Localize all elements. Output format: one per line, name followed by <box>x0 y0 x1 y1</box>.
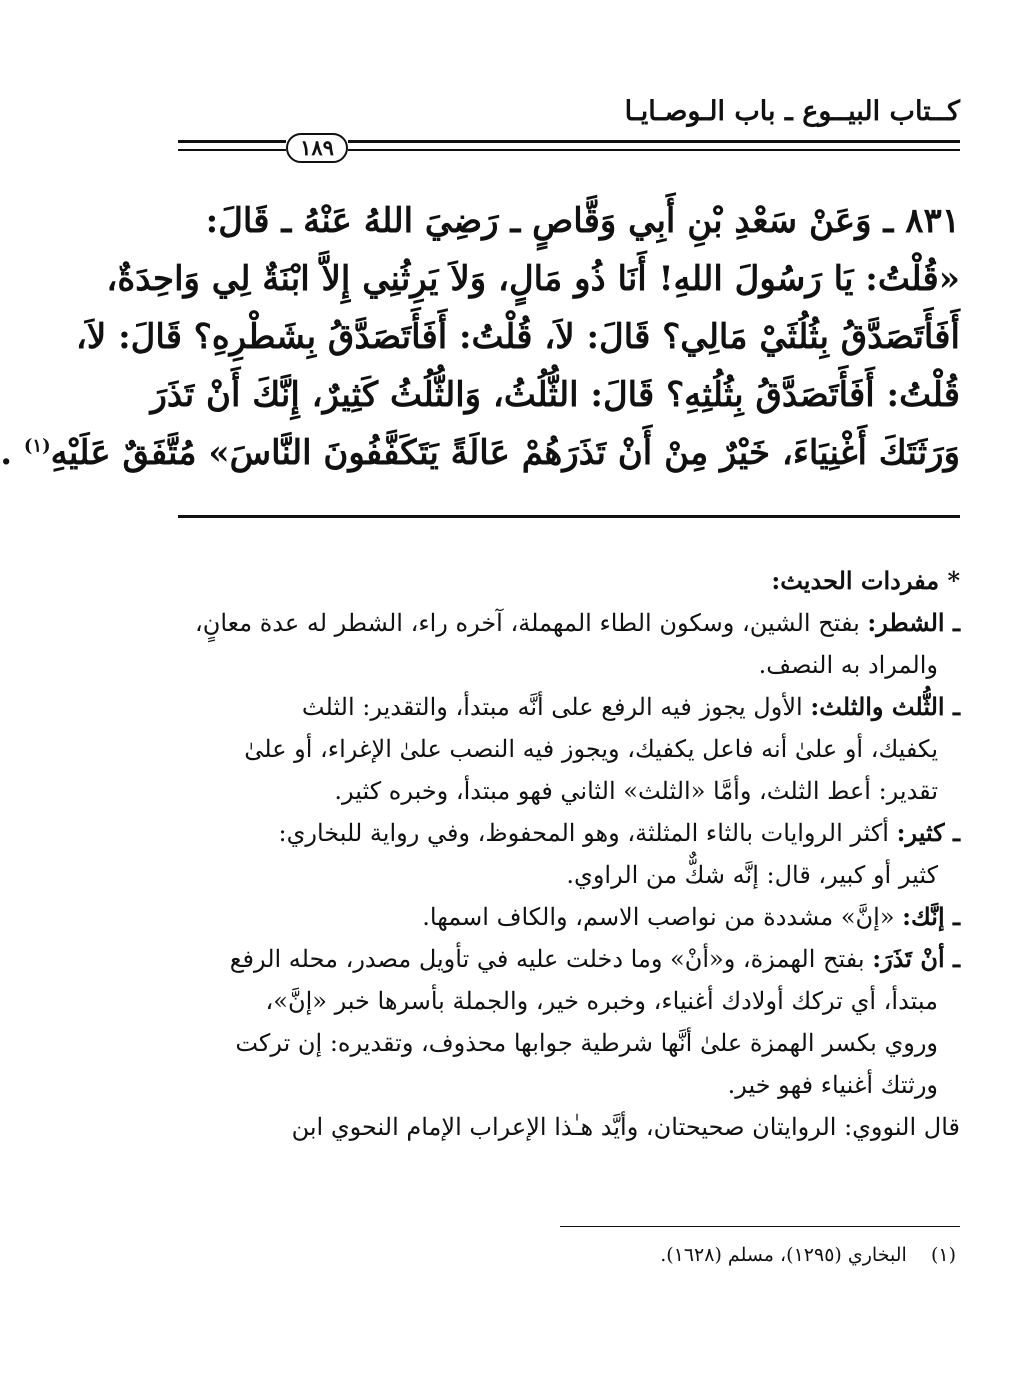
vocabulary-section <box>178 560 960 1148</box>
vocab-continuation: والمراد به النصف. <box>758 651 938 679</box>
vocab-continuation: تقدير: أعط الثلث، وأمَّا «الثلث» الثاني فهو مبتدأ، وخبره كثير. <box>334 777 938 805</box>
vocab-term: ـ إنَّك: <box>902 902 960 931</box>
vocab-term: ـ أنْ تَذَرَ: <box>872 944 960 973</box>
vocab-entry: ـ كثير: أكثر الروايات بالثاء المثلثة، وهو المحفوظ، وفي رواية للبخاري: <box>278 818 960 847</box>
footnote-divider <box>560 1226 960 1227</box>
vocab-continuation: يكفيك، أو علىٰ أنه فاعل يكفيك، ويجوز فيه النصب علىٰ الإغراء، أو علىٰ <box>244 735 938 763</box>
footnote-number: (١) <box>930 1244 956 1266</box>
vocab-term: ـ كثير: <box>896 818 960 847</box>
running-title: كــتاب البيــوع ـ باب الـوصـايـا <box>624 96 960 127</box>
vocab-continuation: ورثتك أغنياء فهو خير. <box>727 1071 938 1099</box>
vocab-term: ـ الشطر: <box>867 608 960 637</box>
vocab-continuation: وروي بكسر الهمزة علىٰ أنَّها شرطية جوابها محذوف، وتقديره: إن تركت <box>235 1029 938 1057</box>
page-number: ١٨٩ <box>286 133 348 163</box>
closing-paragraph: قال النووي: الروايتان صحيحتان، وأيَّد هـٰذا الإعراب الإمام النحوي ابن <box>291 1113 960 1141</box>
vocab-entry: ـ إنَّك: «إنَّ» مشددة من نواصب الاسم، والكاف اسمها. <box>422 902 960 931</box>
footnote-text: البخاري (١٢٩٥)، مسلم (١٦٢٨). <box>660 1244 907 1266</box>
header-rule-right <box>348 140 960 151</box>
header-rule-left <box>178 140 286 151</box>
hadith-line: وَرَثَتَكَ أَغْنِيَاءَ، خَيْرٌ مِنْ أَنْ تَذَرَهُمْ عَالَةً يَتَكَفَّفُونَ النَّاسَ» مُتَّفَقٌ عَلَيْهِ$^{(١)}$ . <box>0 433 960 473</box>
vocab-entry: ـ أنْ تَذَرَ: بفتح الهمزة، و«أنْ» وما دخلت عليه في تأويل مصدر، محله الرفع <box>229 944 960 973</box>
vocab-entry: ـ الشطر: بفتح الشين، وسكون الطاء المهملة، آخره راء، الشطر له عدة معانٍ، <box>194 608 960 637</box>
hadith-number: ٨٣١ <box>905 201 960 241</box>
header-rule <box>178 133 960 163</box>
hadith-line: «قُلْتُ: يَا رَسُولَ اللهِ! أَنَا ذُو مَالٍ، وَلاَ يَرِثُنِي إِلاَّ ابْنَةٌ لِي وَاحِدَةٌ، <box>106 259 960 299</box>
footnote <box>660 1240 956 1270</box>
vocab-continuation: كثير أو كبير، قال: إنَّه شكٌّ من الراوي. <box>566 861 938 889</box>
vocab-term: ـ الثُّلث والثلث: <box>810 692 960 721</box>
vocab-continuation: مبتدأ، أي تركك أولادك أغنياء، وخبره خير، والجملة بأسرها خبر «إنَّ»، <box>265 987 938 1015</box>
section-heading: * مفردات الحديث: <box>771 566 960 595</box>
vocab-entry: ـ الثُّلث والثلث: الأول يجوز فيه الرفع على أنَّه مبتدأ، والتقدير: الثلث <box>301 692 960 721</box>
hadith-line: أَفَأَتَصَدَّقُ بِثُلُثَيْ مَالِي؟ قَالَ: لاَ، قُلْتُ: أَفَأَتَصَدَّقُ بِشَطْرِهِ؟ قَالَ: لاَ، <box>75 317 960 357</box>
section-divider <box>178 515 960 518</box>
hadith-text <box>0 192 960 482</box>
footnote-marker[interactable]: (١) <box>23 435 51 457</box>
hadith-line: ٨٣١ ـ وَعَنْ سَعْدِ بْنِ أَبِي وَقَّاصٍ ـ رَضِيَ اللهُ عَنْهُ ـ قَالَ: <box>205 201 960 241</box>
hadith-line: قُلْتُ: أَفَأَتَصَدَّقُ بِثُلُثِهِ؟ قَالَ: الثُّلُثُ، وَالثُّلُثُ كَثِيرٌ، إِنَّكَ أَنْ تَذَرَ <box>150 375 960 415</box>
